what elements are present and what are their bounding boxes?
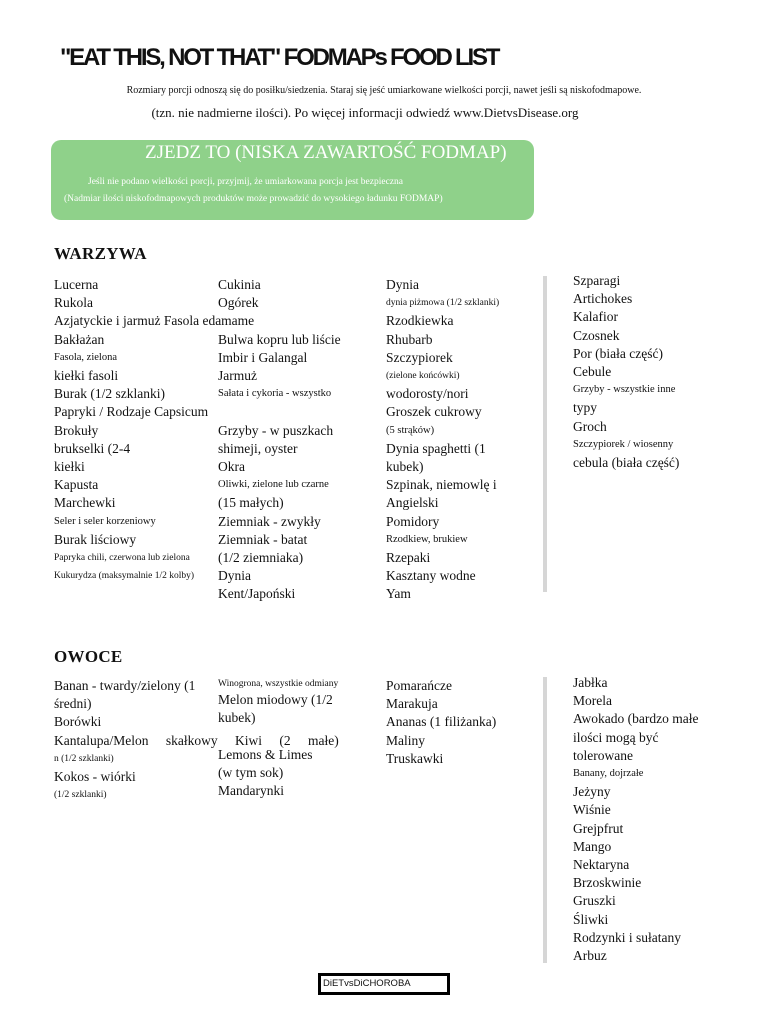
list-item: Sałata i cykoria - wszystko [218,388,332,400]
list-item: Kukurydza (maksymalnie 1/2 kolby) [54,571,195,582]
list-item: Bakłażan [54,331,105,347]
list-item: Kantalupa/Melon skałkowy Kiwi (2 małe) [54,732,339,748]
list-item: Marchewki [54,495,116,511]
list-item: kiełki [54,459,85,475]
list-item: kubek) [218,710,256,726]
list-item: Cebule [573,364,612,380]
list-item: (5 strąków) [386,424,435,436]
list-item: (w tym sok) [218,764,284,780]
list-item: Banan - twardy/zielony (1 [54,678,196,693]
list-item: Jeżyny [573,784,611,800]
list-item: Seler i seler korzeniowy [54,515,156,527]
list-item: Angielski [386,495,439,511]
footer-logo: DiETvsDiCHOROBA [321,976,447,992]
list-item: Szparagi [573,273,621,288]
vegetables-col3 [386,276,499,604]
list-item: Truskawki [386,750,444,766]
list-item: Śliwki [573,911,609,927]
vegetables-avoid-col [573,272,679,472]
list-item: Marakuja [386,696,438,712]
list-item: Dynia [218,568,251,584]
banner-title: ZJEDZ TO (NISKA ZAWARTOŚĆ FODMAP) [145,142,507,163]
list-item: Awokado (bardzo małe [573,711,699,727]
list-item: Burak liściowy [54,531,137,547]
list-item: Pomidory [386,513,440,529]
list-item: (1/2 szklanki) [54,790,107,801]
banner-note-excess: (Nadmiar ilości niskofodmapowych produktów może prowadzić do wysokiego ładunku FODMAP) [64,194,443,204]
intro-portion-note: Rozmiary porcji odnoszą się do posiłku/siedzenia. Staraj się jeść umiarkowane wielkości porcji, nawet jeśli są niskofodmapowe. [126,85,642,96]
fruits-divider [543,677,547,963]
list-item: brukselki (2-4 [54,440,131,456]
list-item: wodorosty/nori [386,386,469,402]
list-item: Brokuły [54,422,99,438]
fruits-col3 [386,677,496,768]
list-item: Kalafior [573,309,618,325]
list-item: Burak (1/2 szklanki) [54,386,165,402]
list-item: Ziemniak - zwykły [218,513,321,529]
list-item: Azjatyckie i jarmuż Fasola edamame [54,313,255,329]
list-item: Banany, dojrzałe [573,768,644,780]
list-item: Papryki / Rodzaje Capsicum [54,404,209,420]
list-item: Arbuz [573,948,607,964]
list-item: Szczypiorek [386,349,453,365]
vegetables-heading: WARZYWA [54,244,147,263]
list-item: n (1/2 szklanki) [54,753,114,764]
list-item: Por (biała część) [573,345,663,361]
list-item: cebula (biała część) [573,455,680,471]
list-item: (zielone końcówki) [386,371,460,382]
list-item: Jarmuż [218,368,257,384]
list-item: Rodzynki i sułatany [573,929,681,945]
list-item: dynia piżmowa (1/2 szklanki) [386,298,500,309]
list-item: Lucerna [54,277,99,292]
page-title: "EAT THIS, NOT THAT" FODMAPs FOOD LIST [60,44,499,71]
list-item: Winogrona, wszystkie odmiany [218,679,339,689]
list-item: Kasztany wodne [386,568,476,584]
list-item: Mango [573,838,612,854]
list-item: Szczypiorek / wiosenny [573,438,674,450]
list-item: Groszek cukrowy [386,404,482,420]
list-item: Ziemniak - batat [218,531,308,547]
list-item: Groch [573,418,607,434]
list-item: Rzodkiew, brukiew [386,533,468,545]
list-item: shimeji, oyster [218,440,298,456]
list-item: Brzoskwinie [573,875,642,891]
list-item: Papryka chili, czerwona lub zielona [54,553,190,564]
list-item: ilości mogą być [573,729,659,745]
vegetables-divider [543,276,547,592]
list-item: Kapusta [54,477,99,493]
list-item: Rzodkiewka [386,313,454,329]
banner-note-portion: Jeśli nie podano wielkości porcji, przyjmij, że umiarkowana porcja jest bezpieczna [88,177,403,187]
list-item: Mandarynki [218,783,284,799]
list-item: Nektaryna [573,857,630,873]
list-item: (1/2 ziemniaka) [218,550,304,566]
list-item: kiełki fasoli [54,368,119,384]
list-item: Maliny [386,732,425,748]
list-item: Ogórek [218,295,259,311]
list-item: kubek) [386,459,424,475]
list-item: Rukola [54,295,93,311]
list-item: Pomarańcze [386,678,452,693]
list-item: Rhubarb [386,331,433,347]
list-item: Dynia [386,277,419,292]
fruits-avoid-col [573,674,698,965]
list-item: Morela [573,693,612,709]
list-item [218,312,341,330]
list-item [218,403,341,421]
list-item: Melon miodowy (1/2 [218,692,333,707]
list-item: Czosnek [573,327,620,343]
list-item: Cukinia [218,277,261,292]
list-item: Szpinak, niemowlę i [386,477,497,493]
fruits-heading: OWOCE [54,647,123,666]
list-item: Okra [218,459,245,475]
list-item: (15 małych) [218,495,284,511]
list-item: Artichokes [573,291,633,307]
list-item: Oliwki, zielone lub czarne [218,479,329,491]
list-item: Kent/Japoński [218,586,296,602]
list-item: Jabłka [573,675,608,690]
list-item: Rzepaki [386,550,431,566]
list-item: Yam [386,586,411,602]
intro-more-info: (tzn. nie nadmierne ilości). Po więcej informacji odwiedź www.DietvsDisease.org [151,105,579,120]
list-item: średni) [54,696,92,712]
fruits-col2 [218,677,338,800]
vegetables-col2 [218,276,341,604]
list-item: Kokos - wiórki [54,769,136,785]
list-item: Wiśnie [573,802,611,818]
list-item [218,727,338,745]
list-item: Imbir i Galangal [218,349,308,365]
list-item: Borówki [54,714,102,730]
list-item: tolerowane [573,747,633,763]
list-item: Dynia spaghetti (1 [386,440,486,456]
list-item: Grzyby - wszystkie inne [573,384,676,396]
list-item: typy [573,400,598,416]
list-item: Grejpfrut [573,820,624,836]
list-item: Fasola, zielona [54,351,117,363]
list-item: Grzyby - w puszkach [218,422,334,438]
list-item: Gruszki [573,893,616,909]
list-item: Lemons & Limes [218,746,313,762]
list-item: Bulwa kopru lub liście [218,331,341,347]
list-item: Ananas (1 filiżanka) [386,714,497,730]
